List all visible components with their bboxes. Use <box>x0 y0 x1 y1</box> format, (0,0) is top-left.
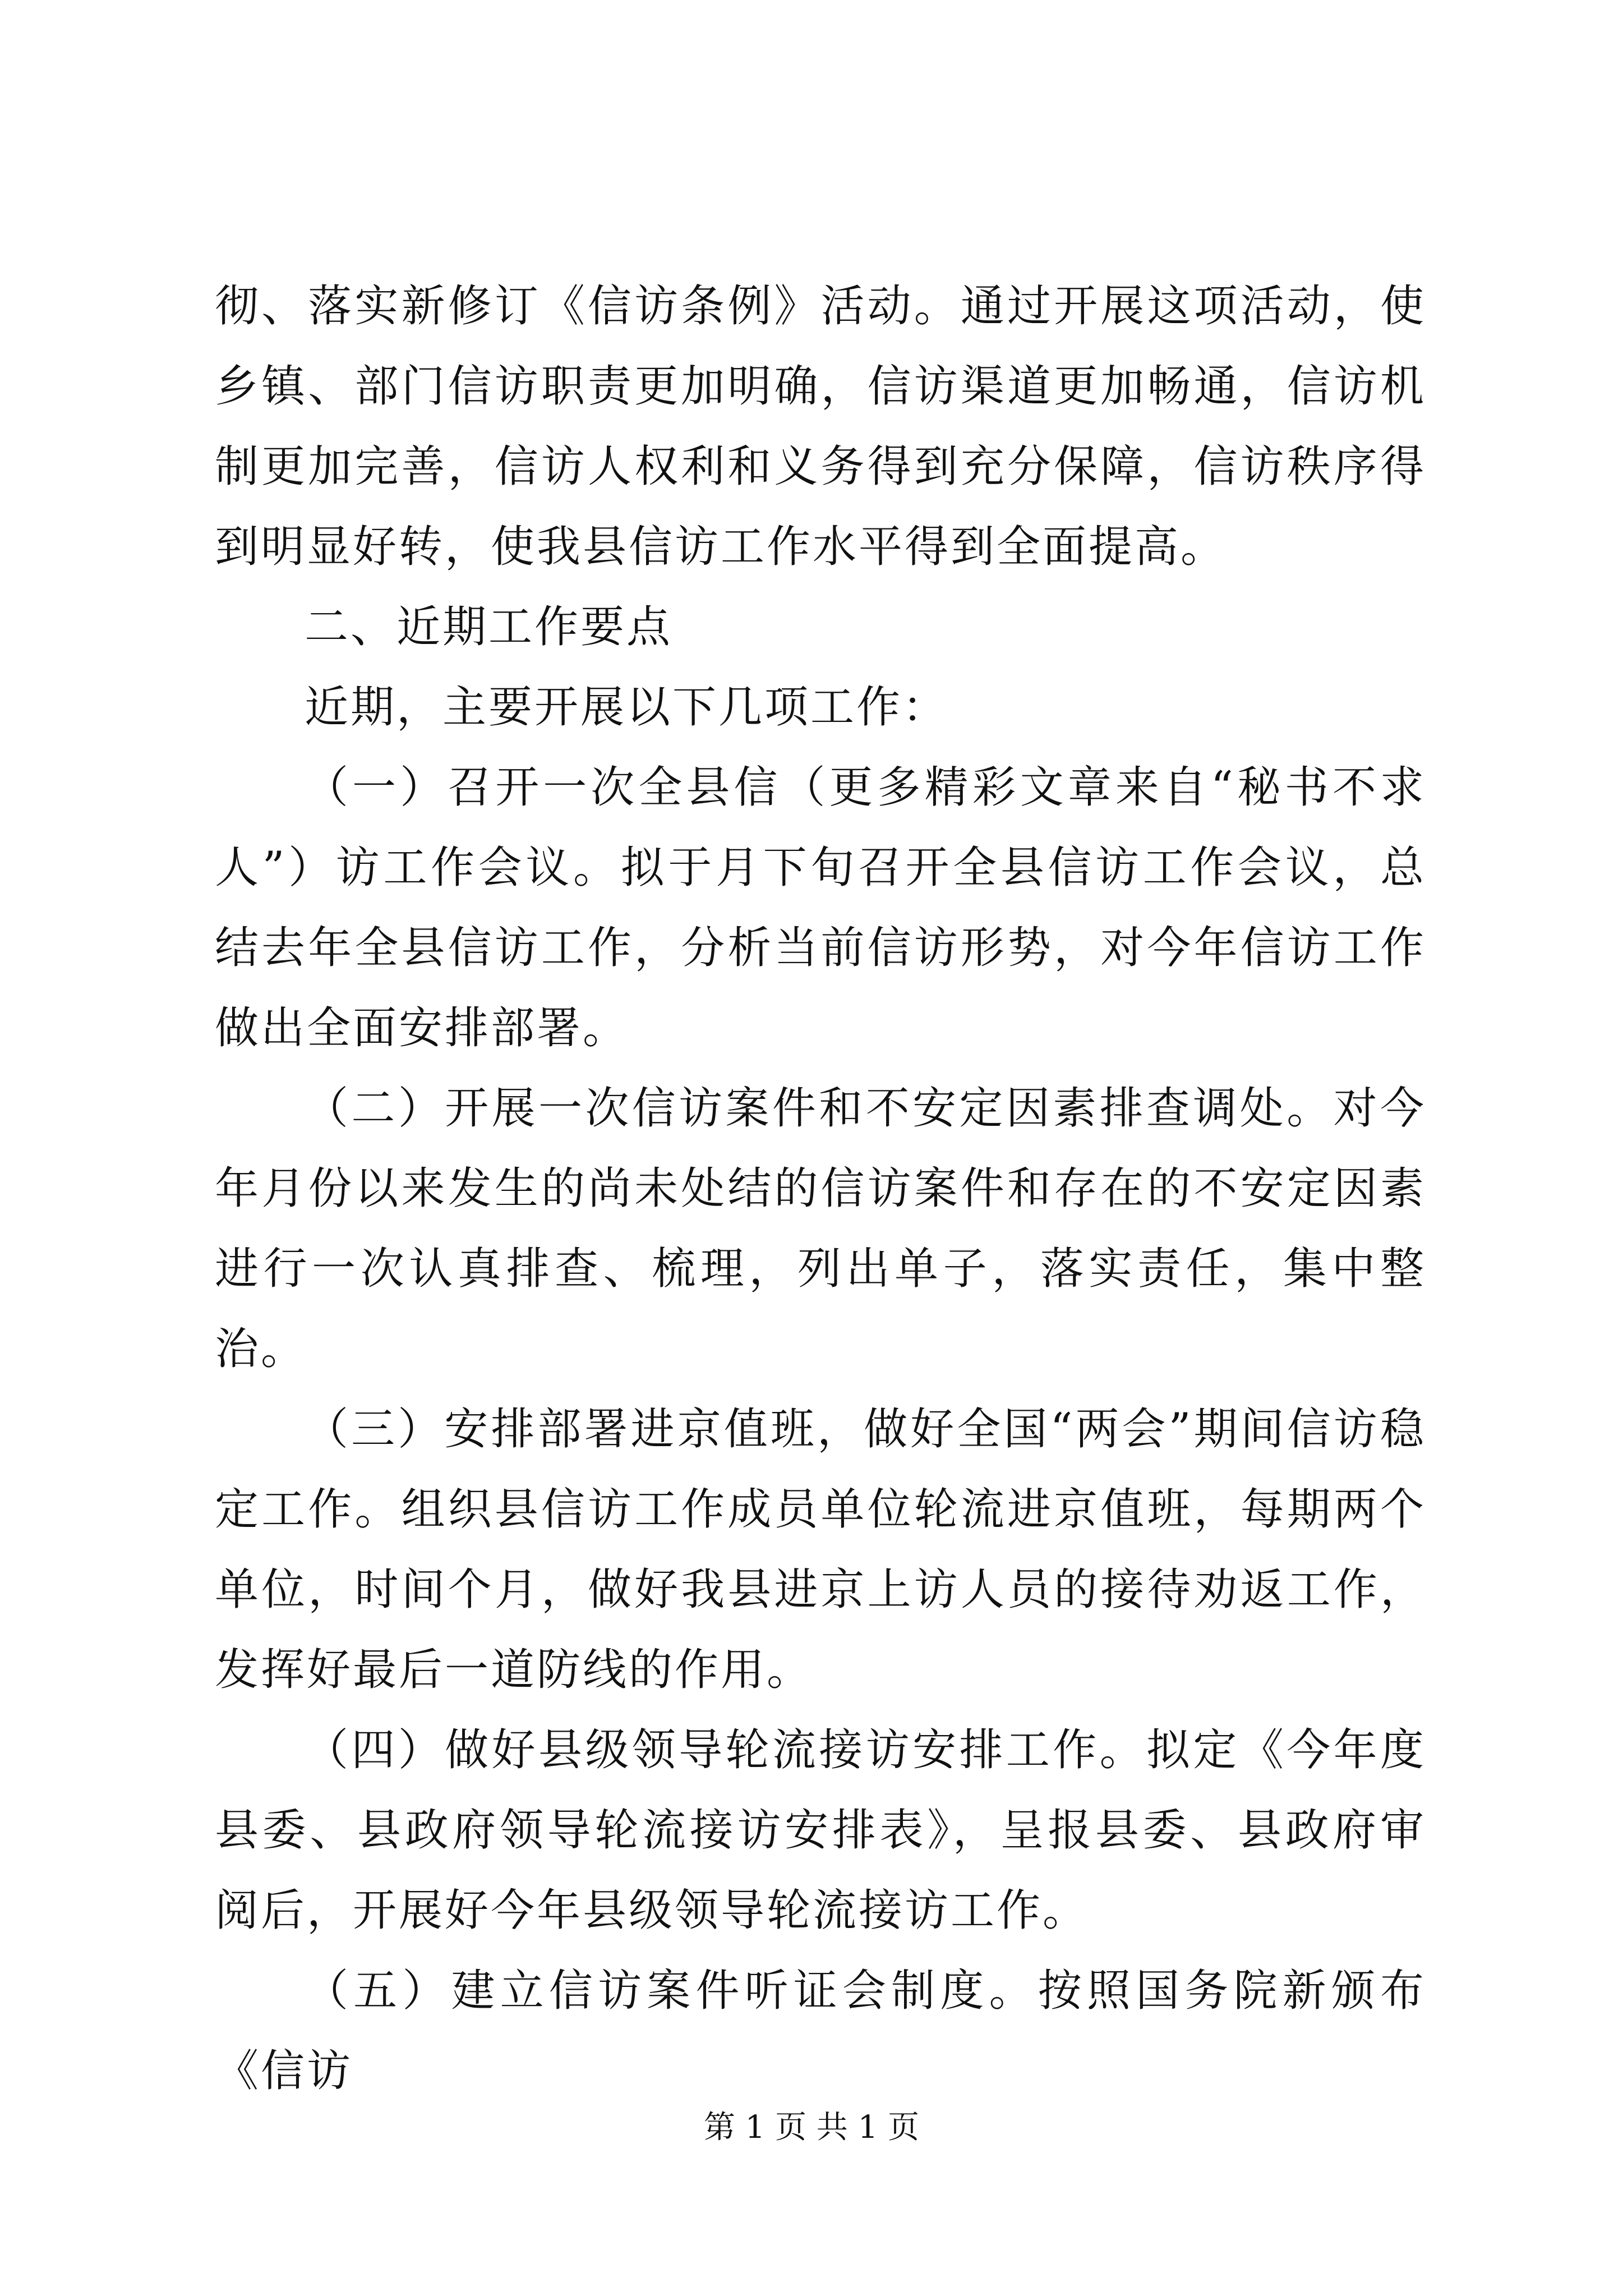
paragraph-1: 彻、落实新修订《信访条例》活动。通过开展这项活动，使乡镇、部门信访职责更加明确，信访渠道更加畅通，信访机制更加完善，信访人权利和义务得到充分保障，信访秩序得到明显好转，使我县信访工作水平得到全面提高。 <box>215 281 1426 572</box>
paragraph-item-4: （四）做好县级领导轮流接访安排工作。拟定《今年度县委、县政府领导轮流接访安排表》，呈报县委、县政府审阅后，开展好今年县级领导轮流接访工作。 <box>215 1725 1426 1936</box>
section-heading-2: 二、近期工作要点 <box>305 602 673 652</box>
paragraph-item-2: （二）开展一次信访案件和不安定因素排查调处。对今年月份以来发生的尚未处结的信访案件和存在的不安定因素进行一次认真排查、梳理，列出单子，落实责任，集中整治。 <box>215 1083 1426 1374</box>
paragraph-item-3: （三）安排部署进京值班，做好全国“两会”期间信访稳定工作。组织县信访工作成员单位轮流进京值班，每期两个单位，时间个月，做好我县进京上访人员的接待劝返工作，发挥好最后一道防线的作用。 <box>215 1404 1426 1695</box>
paragraph-item-1: （一）召开一次全县信（更多精彩文章来自“秘书不求人”）访工作会议。拟于月下旬召开全县信访工作会议，总结去年全县信访工作，分析当前信访形势，对今年信访工作做出全面安排部署。 <box>215 762 1426 1053</box>
paragraph-item-5: （五）建立信访案件听证会制度。按照国务院新颁布《信访 <box>215 1966 1426 2096</box>
page-footer: 第 1 页 共 1 页 <box>703 2109 920 2146</box>
paragraph-intro: 近期，主要开展以下几项工作： <box>305 682 949 733</box>
document-body <box>215 266 1426 2111</box>
